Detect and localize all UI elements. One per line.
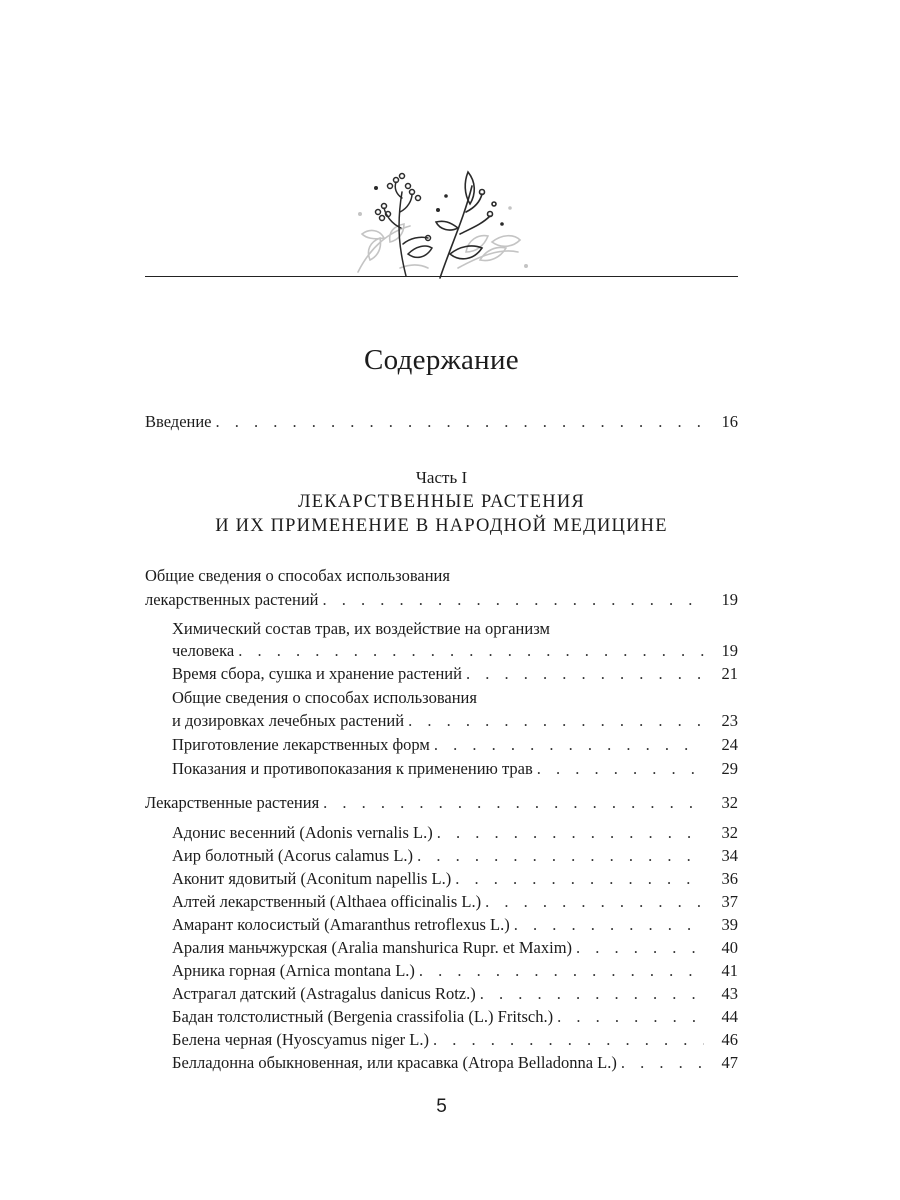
toc-plant-entry[interactable]	[172, 984, 738, 1008]
toc-entry-page: 36	[704, 869, 738, 889]
page-number: 5	[436, 1096, 447, 1117]
toc-entry-page: 16	[704, 412, 738, 432]
toc-entry-page: 47	[704, 1053, 738, 1073]
floral-ornament-icon	[340, 168, 540, 280]
toc-subentry-line1: Химический состав трав, их воздействие на организм	[172, 619, 550, 638]
toc-subentry-indications[interactable]	[172, 759, 738, 783]
toc-entry-text: Время сбора, сушка и хранение растений	[172, 664, 466, 684]
toc-entry-text: Белена черная (Hyoscyamus niger L.)	[172, 1030, 433, 1050]
toc-entry-page: 19	[704, 590, 738, 610]
toc-plant-entry[interactable]	[172, 915, 738, 939]
toc-entry-page: 19	[704, 641, 738, 661]
toc-entry-text: человека	[172, 641, 238, 661]
toc-entry-text: Белладонна обыкновенная, или красавка (Atropa Belladonna L.)	[172, 1053, 621, 1073]
toc-plant-entry[interactable]	[172, 892, 738, 916]
toc-subentry-dosage[interactable]	[172, 711, 738, 735]
part-title-line2: И ИХ ПРИМЕНЕНИЕ В НАРОДНОЙ МЕДИЦИНЕ	[215, 516, 668, 536]
toc-entry-page: 32	[704, 823, 738, 843]
toc-subentry-harvest[interactable]	[172, 664, 738, 688]
toc-entry-page: 29	[704, 759, 738, 779]
toc-entry-intro[interactable]	[145, 412, 738, 436]
toc-entry-text: Бадан толстолистный (Bergenia crassifolia (L.) Fritsch.)	[172, 1007, 557, 1027]
toc-entry-page: 46	[704, 1030, 738, 1050]
toc-entry-text: Аралия маньчжурская (Aralia manshurica Rupr. et Maxim)	[172, 938, 576, 958]
toc-entry-page: 21	[704, 664, 738, 684]
toc-plant-entry[interactable]	[172, 938, 738, 962]
toc-plant-entry[interactable]	[172, 1030, 738, 1054]
toc-entry-text: Приготовление лекарственных форм	[172, 735, 434, 755]
toc-plant-entry[interactable]	[172, 869, 738, 893]
toc-plant-entry[interactable]	[172, 961, 738, 985]
toc-subentry-line1: Общие сведения о способах использования	[172, 688, 477, 707]
toc-entry-page: 39	[704, 915, 738, 935]
toc-entry-text: Алтей лекарственный (Althaea officinalis L.)	[172, 892, 485, 912]
toc-plant-entry[interactable]	[172, 823, 738, 847]
toc-entry-page: 40	[704, 938, 738, 958]
toc-entry-page: 34	[704, 846, 738, 866]
toc-entry-text: Адонис весенний (Adonis vernalis L.)	[172, 823, 437, 843]
toc-entry-page: 44	[704, 1007, 738, 1027]
toc-plant-entry[interactable]	[172, 846, 738, 870]
toc-entry-page: 41	[704, 961, 738, 981]
toc-entry-text: Астрагал датский (Astragalus danicus Rotz.)	[172, 984, 480, 1004]
toc-entry-text: Аконит ядовитый (Aconitum napellis L.)	[172, 869, 455, 889]
toc-entry-text: Показания и противопоказания к применению трав	[172, 759, 537, 779]
part-label: Часть I	[415, 468, 468, 487]
toc-entry-text: Арника горная (Arnica montana L.)	[172, 961, 419, 981]
toc-entry-page: 23	[704, 711, 738, 731]
toc-section-line1: Общие сведения о способах использования	[145, 566, 450, 585]
page-title: Содержание	[364, 344, 519, 376]
toc-entry-text: Лекарственные растения	[145, 793, 323, 813]
toc-entry-page: 24	[704, 735, 738, 755]
toc-entry-text: Введение	[145, 412, 216, 432]
toc-entry-page: 43	[704, 984, 738, 1004]
toc-section-general[interactable]	[145, 590, 738, 614]
toc-plant-entry[interactable]	[172, 1053, 738, 1077]
toc-entry-page: 37	[704, 892, 738, 912]
toc-entry-text: Аир болотный (Acorus calamus L.)	[172, 846, 417, 866]
toc-subentry-chemistry[interactable]	[172, 641, 738, 665]
toc-plant-entry[interactable]	[172, 1007, 738, 1031]
toc-entry-text: и дозировках лечебных растений	[172, 711, 408, 731]
toc-entry-text: Амарант колосистый (Amaranthus retroflexus L.)	[172, 915, 514, 935]
toc-section-plants[interactable]	[145, 793, 738, 817]
header-rule	[145, 276, 738, 277]
toc-entry-text: лекарственных растений	[145, 590, 323, 610]
toc-subentry-forms[interactable]	[172, 735, 738, 759]
toc-entry-page: 32	[704, 793, 738, 813]
part-title-line1: ЛЕКАРСТВЕННЫЕ РАСТЕНИЯ	[298, 492, 585, 512]
